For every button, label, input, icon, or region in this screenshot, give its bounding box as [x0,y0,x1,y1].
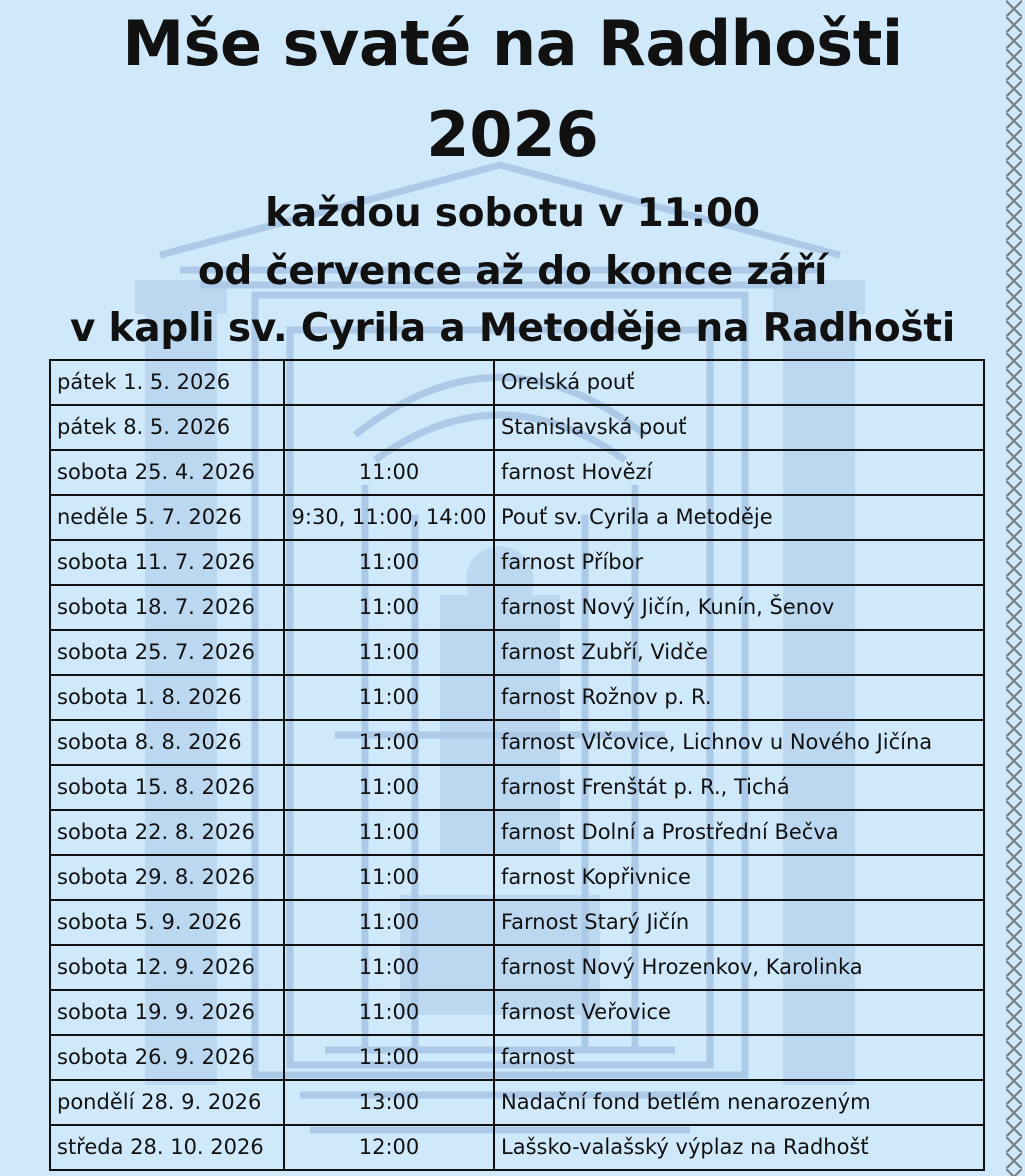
table-row [50,1080,984,1125]
time-cell: 11:00 [284,675,494,720]
table-row [50,900,984,945]
place-cell: farnost Vlčovice, Lichnov u Nového Jičína [494,720,984,765]
year-title: 2026 [426,98,599,171]
table-row [50,945,984,990]
date-cell: sobota 29. 8. 2026 [50,855,284,900]
time-cell: 12:00 [284,1125,494,1170]
place-cell: farnost Veřovice [494,990,984,1035]
time-cell: 11:00 [284,585,494,630]
place-cell: Lašsko-valašský výplaz na Radhošť [494,1125,984,1170]
date-cell: sobota 5. 9. 2026 [50,900,284,945]
date-cell: sobota 25. 4. 2026 [50,450,284,495]
time-cell: 11:00 [284,810,494,855]
subtitle-line-3: v kapli sv. Cyrila a Metoděje na Radhošti [69,306,956,351]
date-cell: sobota 11. 7. 2026 [50,540,284,585]
date-cell: sobota 26. 9. 2026 [50,1035,284,1080]
place-cell: farnost Frenštát p. R., Tichá [494,765,984,810]
table-row [50,585,984,630]
table-row [50,360,984,405]
time-cell: 11:00 [284,720,494,765]
table-row [50,1035,984,1080]
table-row [50,405,984,450]
date-cell: sobota 18. 7. 2026 [50,585,284,630]
table-row [50,675,984,720]
subtitle-line-2: od července až do konce září [197,249,828,294]
time-cell: 11:00 [284,765,494,810]
date-cell: pondělí 28. 9. 2026 [50,1080,284,1125]
time-cell: 11:00 [284,540,494,585]
table-row [50,810,984,855]
table-row [50,765,984,810]
table-row [50,540,984,585]
date-cell: sobota 1. 8. 2026 [50,675,284,720]
place-cell: farnost Hovězí [494,450,984,495]
place-cell: Pouť sv. Cyrila a Metoděje [494,495,984,540]
place-cell: Farnost Starý Jičín [494,900,984,945]
time-cell [284,360,494,405]
time-cell: 11:00 [284,1035,494,1080]
table-row [50,1125,984,1170]
date-cell: sobota 8. 8. 2026 [50,720,284,765]
page-title: Mše svaté na Radhošti [122,7,903,80]
place-cell: farnost Nový Hrozenkov, Karolinka [494,945,984,990]
place-cell: Orelská pouť [494,360,984,405]
place-cell: Stanislavská pouť [494,405,984,450]
place-cell: farnost Zubří, Vidče [494,630,984,675]
date-cell: sobota 12. 9. 2026 [50,945,284,990]
time-cell: 9:30, 11:00, 14:00 [284,495,494,540]
table-row [50,450,984,495]
place-cell: farnost Nový Jičín, Kunín, Šenov [494,585,984,630]
cross-stitch-border-icon [1000,0,1025,1176]
mass-schedule-table [49,359,985,1171]
time-cell: 11:00 [284,450,494,495]
place-cell: Nadační fond betlém nenarozeným [494,1080,984,1125]
time-cell: 11:00 [284,945,494,990]
date-cell: sobota 25. 7. 2026 [50,630,284,675]
date-cell: sobota 15. 8. 2026 [50,765,284,810]
time-cell: 11:00 [284,630,494,675]
time-cell: 11:00 [284,855,494,900]
time-cell: 13:00 [284,1080,494,1125]
date-cell: pátek 1. 5. 2026 [50,360,284,405]
subtitle-line-1: každou sobotu v 11:00 [265,191,760,236]
place-cell: farnost Příbor [494,540,984,585]
place-cell: farnost Kopřivnice [494,855,984,900]
date-cell: neděle 5. 7. 2026 [50,495,284,540]
time-cell [284,405,494,450]
table-row [50,990,984,1035]
date-cell: sobota 22. 8. 2026 [50,810,284,855]
date-cell: sobota 19. 9. 2026 [50,990,284,1035]
table-row [50,495,984,540]
table-row [50,720,984,765]
place-cell: farnost [494,1035,984,1080]
place-cell: farnost Dolní a Prostřední Bečva [494,810,984,855]
time-cell: 11:00 [284,900,494,945]
table-row [50,630,984,675]
date-cell: středa 28. 10. 2026 [50,1125,284,1170]
place-cell: farnost Rožnov p. R. [494,675,984,720]
time-cell: 11:00 [284,990,494,1035]
table-row [50,855,984,900]
date-cell: pátek 8. 5. 2026 [50,405,284,450]
